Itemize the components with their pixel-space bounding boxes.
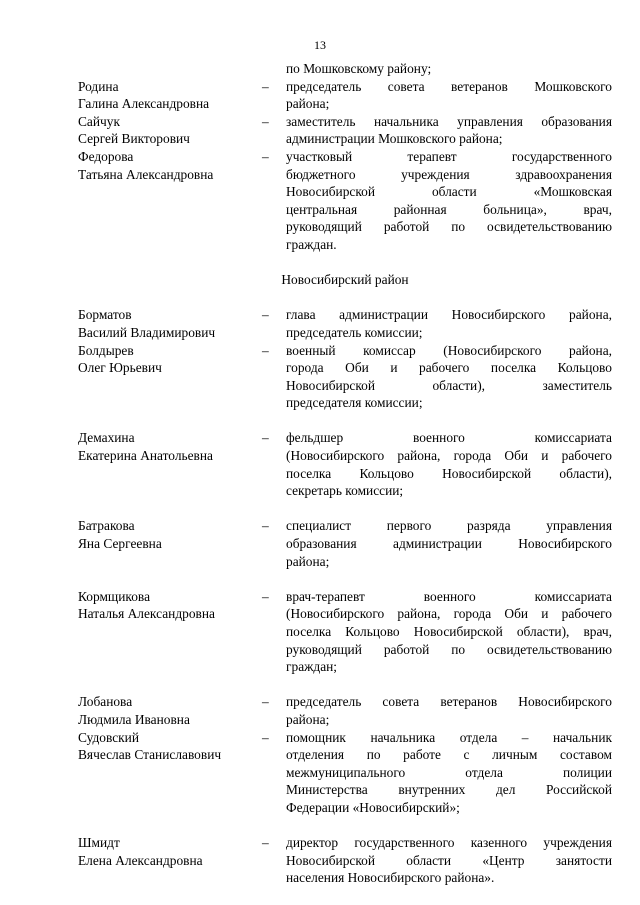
member-given-names: Василий Владимирович (78, 324, 216, 340)
role-line: поселка Кольцово Новосибирской области), врач, (286, 624, 612, 639)
commission-member-entry (78, 729, 612, 817)
member-name (78, 306, 262, 341)
member-role (286, 148, 612, 254)
member-given-names: Екатерина Анатольевна (78, 448, 213, 464)
role-line: председателя комиссии; (286, 395, 423, 411)
member-given-names: Олег Юрьевич (78, 360, 162, 376)
commission-member-entry (78, 306, 612, 341)
dash-separator: – (262, 307, 269, 323)
role-line: Новосибирской области), заместитель (286, 377, 612, 393)
member-role (286, 517, 612, 570)
description-line: по Мошковскому району; (286, 61, 432, 76)
member-role (286, 693, 612, 728)
role-line: участковый терапевт государственного (286, 148, 612, 164)
commission-member-entry (78, 834, 612, 887)
page-number: 13 (314, 38, 326, 52)
role-line: города Оби и рабочего поселка Кольцово (286, 360, 612, 376)
role-line: образования администрации Новосибирского (286, 536, 612, 552)
role-line: граждан. (286, 236, 337, 252)
dash-separator: – (262, 148, 269, 164)
role-line: руководящий работой по освидетельствованию (286, 219, 612, 235)
member-name (78, 517, 262, 552)
member-given-names: Елена Александровна (78, 852, 203, 868)
role-line: председатель совета ветеранов Новосибирского (286, 694, 612, 710)
dash-separator: – (262, 588, 269, 604)
role-line: секретарь комиссии; (286, 483, 404, 499)
member-surname: Борматов (78, 307, 132, 323)
dash-separator: – (262, 78, 269, 94)
commission-member-entry (78, 429, 612, 499)
role-line: района; (286, 711, 330, 727)
member-surname: Шмидт (78, 835, 120, 851)
member-given-names: Галина Александровна (78, 96, 210, 112)
role-line: района; (286, 553, 330, 569)
role-line: поселка Кольцово Новосибирской области), (286, 465, 612, 481)
member-name (78, 588, 262, 623)
role-line: администрации Мошковского района; (286, 131, 503, 147)
member-role (286, 834, 612, 887)
role-line: Министерства внутренних дел Российской (286, 782, 612, 798)
role-line: центральная районная больница», врач, (286, 201, 612, 217)
member-name (78, 342, 262, 377)
member-list-moshkovsky (78, 78, 612, 254)
member-surname: Сайчук (78, 113, 120, 129)
dash-separator: – (262, 729, 269, 745)
member-role (286, 342, 612, 412)
role-line: Новосибирской области «Центр занятости (286, 852, 612, 868)
member-name (78, 429, 262, 464)
member-role (286, 588, 612, 676)
member-name (78, 78, 262, 113)
member-surname: Демахина (78, 430, 135, 446)
member-given-names: Вячеслав Станиславович (78, 747, 222, 763)
commission-member-entry (78, 342, 612, 412)
role-line: военный комиссар (Новосибирского района, (286, 342, 612, 358)
dash-separator: – (262, 113, 269, 129)
commission-member-entry (78, 693, 612, 728)
member-name (78, 693, 262, 728)
member-name (78, 834, 262, 869)
role-line: глава администрации Новосибирского района, (286, 307, 612, 323)
member-name (78, 729, 262, 764)
member-given-names: Людмила Ивановна (78, 711, 190, 727)
member-surname: Родина (78, 78, 119, 94)
role-line: помощник начальника отдела – начальник (286, 729, 612, 745)
member-list-novosibirsky (78, 306, 612, 887)
member-surname: Федорова (78, 148, 134, 164)
role-line: отделения по работе с личным составом (286, 747, 612, 763)
dash-separator: – (262, 430, 269, 446)
member-given-names: Яна Сергеевна (78, 536, 162, 552)
role-line: района; (286, 96, 330, 112)
role-line: председатель совета ветеранов Мошковского (286, 78, 612, 94)
section-heading: Новосибирский район (281, 272, 409, 288)
dash-separator: – (262, 518, 269, 534)
commission-member-entry (78, 78, 612, 113)
role-line: фельдшер военного комиссариата (286, 430, 612, 446)
dash-separator: – (262, 342, 269, 358)
member-given-names: Сергей Викторович (78, 131, 190, 147)
role-line: (Новосибирского района, города Оби и рабочего (286, 606, 612, 622)
role-line: врач-терапевт военного комиссариата (286, 588, 612, 604)
role-line: руководящий работой по освидетельствованию (286, 641, 612, 657)
member-name (78, 113, 262, 148)
role-line: Новосибирской области «Мошковская (286, 184, 612, 200)
member-given-names: Наталья Александровна (78, 606, 215, 622)
dash-separator: – (262, 694, 269, 710)
commission-member-entry (78, 517, 612, 570)
role-line: (Новосибирского района, города Оби и рабочего (286, 448, 612, 464)
member-role (286, 306, 612, 341)
role-line: межмуниципального отдела полиции (286, 764, 612, 780)
role-line: специалист первого разряда управления (286, 518, 612, 534)
role-line: Федерации «Новосибирский»; (286, 799, 460, 815)
role-line: директор государственного казенного учреждения (286, 835, 612, 851)
role-line: населения Новосибирского района». (286, 870, 495, 886)
member-surname: Болдырев (78, 342, 134, 358)
member-surname: Лобанова (78, 694, 133, 710)
role-line: бюджетного учреждения здравоохранения (286, 166, 612, 182)
commission-member-entry (78, 148, 612, 254)
carry-over-text (286, 60, 612, 78)
commission-member-entry (78, 113, 612, 148)
member-role (286, 729, 612, 817)
document-body (78, 60, 612, 887)
role-line: председатель комиссии; (286, 324, 423, 340)
role-line: заместитель начальника управления образования (286, 113, 612, 129)
commission-member-entry (78, 588, 612, 676)
member-name (78, 148, 262, 183)
member-surname: Кормщикова (78, 588, 151, 604)
member-given-names: Татьяна Александровна (78, 166, 214, 182)
member-role (286, 113, 612, 148)
member-role (286, 429, 612, 499)
role-line: граждан; (286, 659, 338, 675)
dash-separator: – (262, 835, 269, 851)
member-surname: Батракова (78, 518, 135, 534)
member-surname: Судовский (78, 729, 139, 745)
member-role (286, 78, 612, 113)
